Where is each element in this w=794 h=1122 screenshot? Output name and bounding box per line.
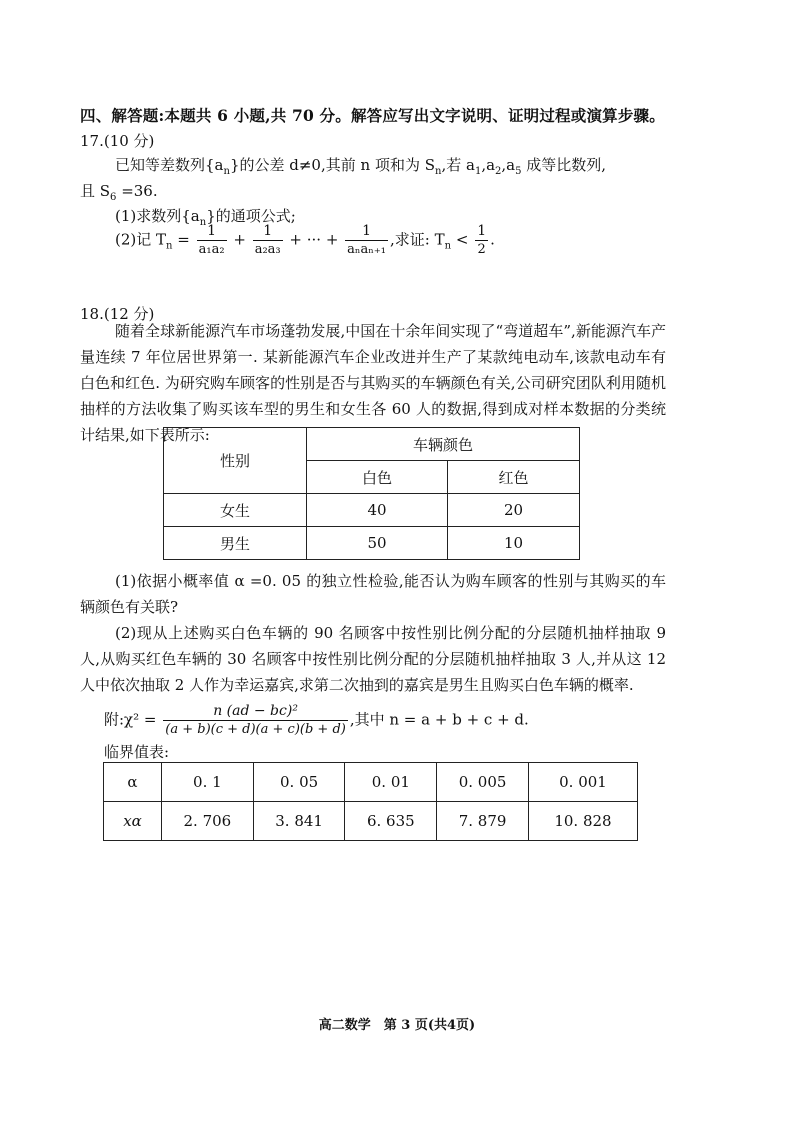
alpha-cell: 0. 05	[253, 763, 345, 802]
q18-part1: (1)依据小概率值 α =0. 05 的独立性检验,能否认为购车顾客的性别与其购买的车辆颜色有关联?	[80, 572, 666, 616]
q17-part2: (2)记 $T_n$ = $\frac{1}{\text{a₁a₂}}$ + $\frac{1}{\text{a₂a₃}}$ + ··· + $\frac{1}{\text{aₙaₙ₊₁}}$ ,求证: $T_n$ < $\frac{1}{2}$ .	[115, 223, 495, 257]
section-title: 四、解答题:本题共 6 小题,共 70 分。解答应写出文字说明、证明过程或演算步骤。	[80, 106, 665, 125]
critical-value-table	[103, 762, 638, 841]
fraction-half: $\frac{1}{2}$	[477, 223, 487, 257]
alpha-cell: 0. 001	[528, 763, 637, 802]
q17-heading: 17.(10 分)	[80, 132, 155, 150]
x-cell: 3. 841	[253, 802, 345, 841]
x-cell: 7. 879	[437, 802, 529, 841]
survey-table	[163, 427, 580, 560]
table-row	[104, 802, 638, 841]
q18-heading: 18.(12 分)	[80, 305, 155, 323]
row-label-x: xα	[104, 802, 162, 841]
table-row	[164, 527, 580, 560]
header-gender: 性别	[164, 428, 307, 494]
cell-white: 40	[307, 494, 448, 527]
alpha-cell: 0. 005	[437, 763, 529, 802]
critical-table-title: 临界值表:	[104, 743, 170, 761]
cell-red: 10	[448, 527, 580, 560]
table-row	[164, 494, 580, 527]
row-label-alpha: α	[104, 763, 162, 802]
alpha-cell: 0. 1	[162, 763, 254, 802]
row-label: 女生	[164, 494, 307, 527]
header-color: 车辆颜色	[307, 428, 580, 461]
q17-stem-line1: 已知等差数列$\{a_n\}$的公差 d≠0,其前 n 项和为 $S_n$,若 $a_1,a_2,a_5$ 成等比数列,	[115, 156, 607, 177]
q17-stem-line2: 且 $S_6 =36$.	[80, 182, 158, 203]
fraction-term1: $\frac{1}{\text{a₁a₂}}$	[198, 223, 225, 257]
table-row	[104, 763, 638, 802]
chi-square-formula: 附:χ² = $\frac{\text{n (ad − bc)²}}{(a + b)(c + d)(a + c)(b + d)}$ ,其中 n = a + b + c + d.	[104, 703, 529, 737]
x-cell: 2. 706	[162, 802, 254, 841]
fraction-termn: $\frac{1}{\text{aₙaₙ₊₁}}$	[347, 223, 386, 257]
alpha-cell: 0. 01	[345, 763, 437, 802]
cell-white: 50	[307, 527, 448, 560]
q18-part2: (2)现从上述购买白色车辆的 90 名顾客中按性别比例分配的分层随机抽样抽取 9 人,从购买红色车辆的 30 名顾客中按性别比例分配的分层随机抽样抽取 3 人,并从这 12 人中依次抽取 2 人作为幸运嘉宾,求第二次抽到的嘉宾是男生且购买白色车辆的概率.	[80, 624, 666, 694]
header-white: 白色	[307, 461, 448, 494]
row-label: 男生	[164, 527, 307, 560]
x-cell: 10. 828	[528, 802, 637, 841]
chi-square-fraction: $\frac{\text{n (ad − bc)²}}{(a + b)(c + d)(a + c)(b + d)}$	[165, 703, 346, 737]
fraction-term2: $\frac{1}{\text{a₂a₃}}$	[254, 223, 281, 257]
header-red: 红色	[448, 461, 580, 494]
x-cell: 6. 635	[345, 802, 437, 841]
page-footer: 高二数学 第 3 页(共4页)	[318, 1018, 476, 1033]
q17-part1: (1)求数列$\{a_n\}$的通项公式;	[115, 207, 296, 228]
cell-red: 20	[448, 494, 580, 527]
q18-intro: 随着全球新能源汽车市场蓬勃发展,中国在十余年间实现了“弯道超车”,新能源汽车产量连续 7 年位居世界第一. 某新能源汽车企业改进并生产了某款纯电动车,该款电动车有白色和红色. 为研究购车顾客的性别是否与其购买的车辆颜色有关,公司研究团队利用随机抽样的方法收集了购买该车型的男生和女生各 60 人的数据,得到成对样本数据的分类统计结果,如下表所示:	[80, 322, 666, 444]
